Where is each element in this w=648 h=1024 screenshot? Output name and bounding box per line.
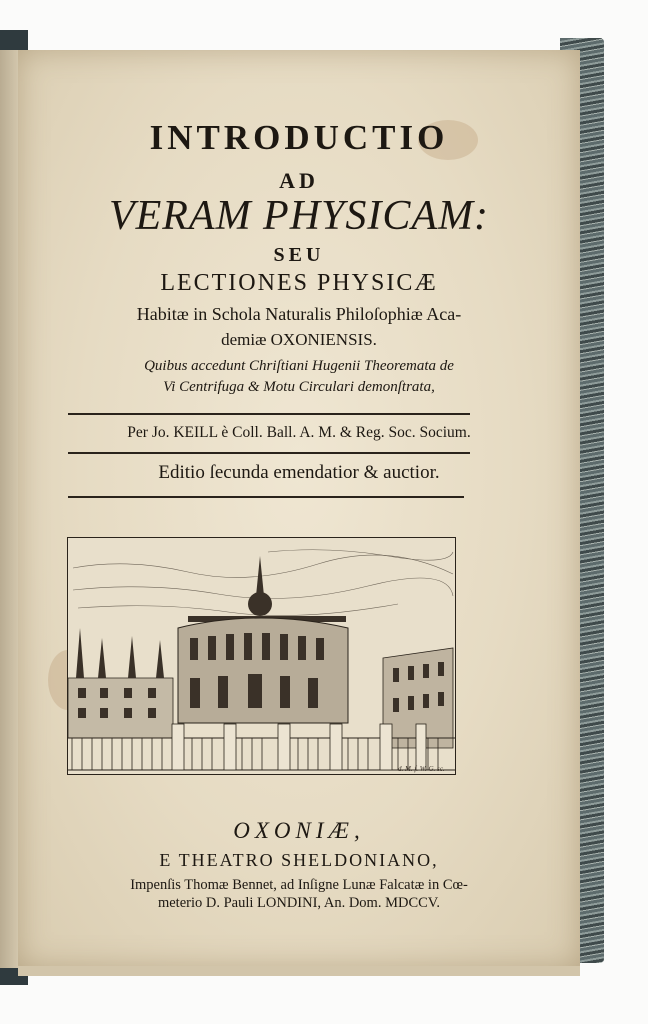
title-line-3: VERAM PHYSICAM:: [108, 193, 490, 239]
title-line-2: AD: [279, 168, 319, 193]
sheldonian-theatre-engraving: [67, 537, 456, 775]
divider-rule: [68, 413, 470, 415]
engraver-signature: d. M. f. W. G. sc.: [398, 765, 445, 773]
subtitle-line-2: demiæ OXONIENSIS.: [221, 330, 377, 349]
subtitle-line-3: Quibus accedunt Chriſtiani Hugenii Theoremata de: [144, 358, 454, 374]
printer-line: E THEATRO SHELDONIANO,: [159, 850, 439, 870]
page-bottom-edge: [18, 966, 580, 976]
imprint-line-1: Impenſis Thomæ Bennet, ad Inſigne Lunæ Falcatæ in Cœ-: [130, 877, 468, 893]
title-line-5: LECTIONES PHYSICÆ: [160, 270, 438, 296]
divider-rule: [68, 496, 464, 498]
divider-rule: [68, 452, 470, 454]
imprint-line-2: meterio D. Pauli LONDINI, An. Dom. MDCCV.: [157, 895, 441, 911]
subtitle-line-1: Habitæ in Schola Naturalis Philoſophiæ Aca-: [136, 304, 462, 324]
title-line-4: SEU: [273, 244, 325, 266]
place-of-publication: OXONIÆ,: [233, 818, 365, 843]
edition-line: Editio ſecunda emendatior & auctior.: [158, 462, 440, 483]
title-line-1: INTRODUCTIO: [149, 118, 449, 157]
subtitle-line-4: Vi Centrifuga & Motu Circulari demonſtrata,: [163, 379, 435, 395]
author-line: Per Jo. KEILL è Coll. Ball. A. M. & Reg. Soc. Socium.: [127, 424, 471, 441]
